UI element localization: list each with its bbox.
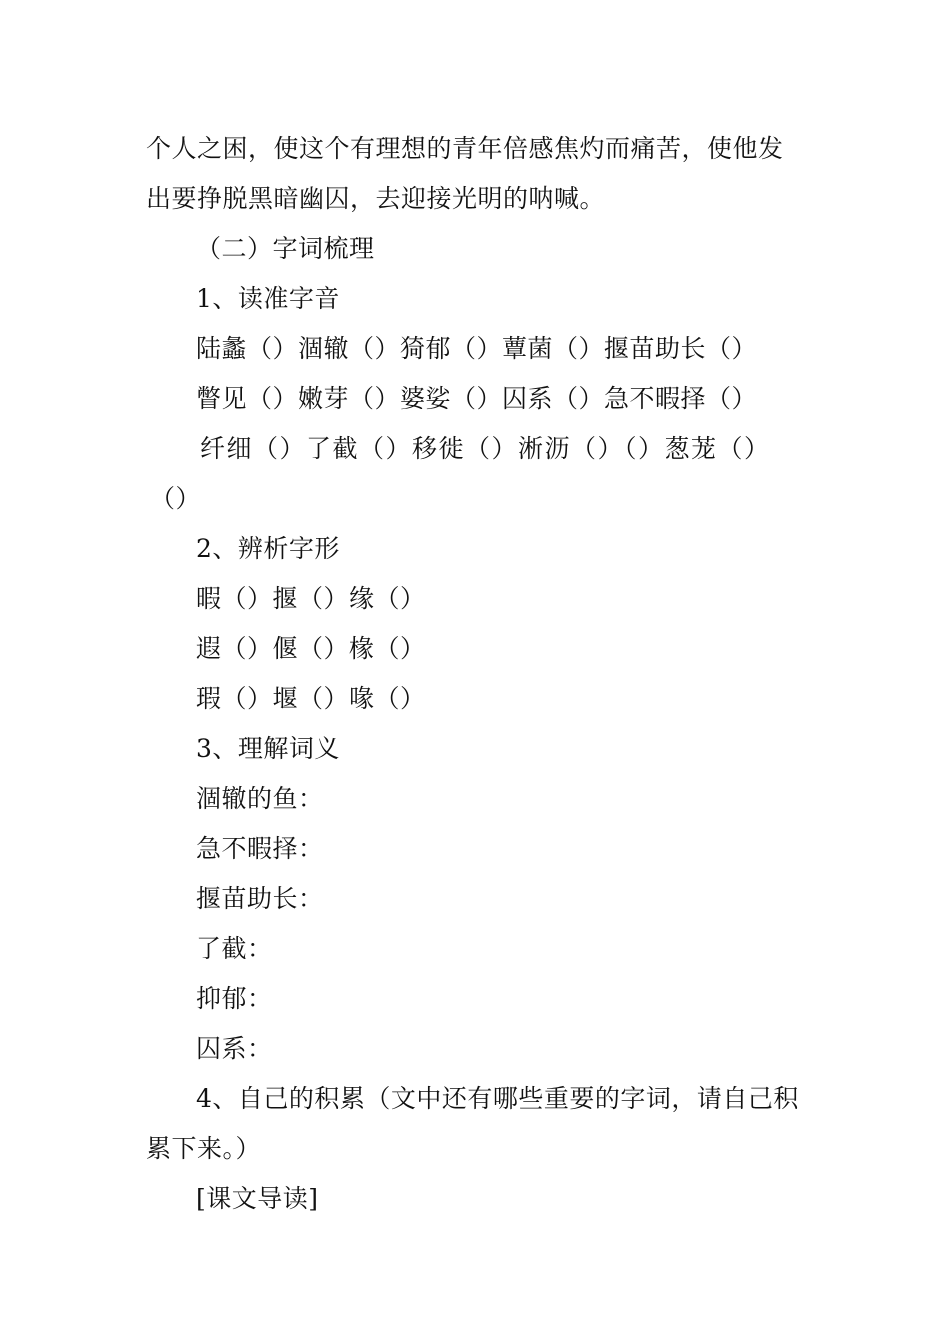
glyph-row-2: 遐（）偃（）椽（） — [196, 634, 426, 663]
section-heading: （二）字词梳理 — [196, 234, 375, 263]
part1-heading: 1、读准字音 — [196, 284, 340, 313]
meaning-item: 急不暇择： — [196, 834, 324, 863]
pronunciation-row-3: 纤细（）了截（）移徙（）淅沥（）（）葱茏（） — [200, 434, 771, 463]
meaning-item: 涸辙的鱼： — [196, 784, 324, 813]
pronunciation-row-3-continued: （） — [150, 484, 202, 513]
intro-line-2: 出要挣脱黑暗幽囚，去迎接光明的呐喊。 — [146, 184, 606, 213]
part3-heading: 3、理解词义 — [196, 734, 340, 763]
pronunciation-row-2: 瞥见（）嫩芽（）婆娑（）囚系（）急不暇择（） — [196, 384, 758, 413]
intro-line-1: 个人之困，使这个有理想的青年倍感焦灼而痛苦，使他发 — [146, 134, 784, 163]
part4-heading-line-2: 累下来。） — [146, 1134, 262, 1163]
meaning-item: 囚系： — [196, 1034, 273, 1063]
pronunciation-row-1: 陆蠡（）涸辙（）猗郁（）蕈菌（）揠苗助长（） — [196, 334, 758, 363]
meaning-item: 揠苗助长： — [196, 884, 324, 913]
meaning-item: 了截： — [196, 934, 273, 963]
meaning-item: 抑郁： — [196, 984, 273, 1013]
glyph-row-3: 瑕（）堰（）喙（） — [196, 684, 426, 713]
part2-heading: 2、辨析字形 — [196, 534, 340, 563]
glyph-row-1: 暇（）揠（）缘（） — [196, 584, 426, 613]
guide-heading: [课文导读] — [196, 1184, 319, 1213]
part4-heading-line-1: 4、自己的积累（文中还有哪些重要的字词，请自己积 — [196, 1084, 799, 1113]
